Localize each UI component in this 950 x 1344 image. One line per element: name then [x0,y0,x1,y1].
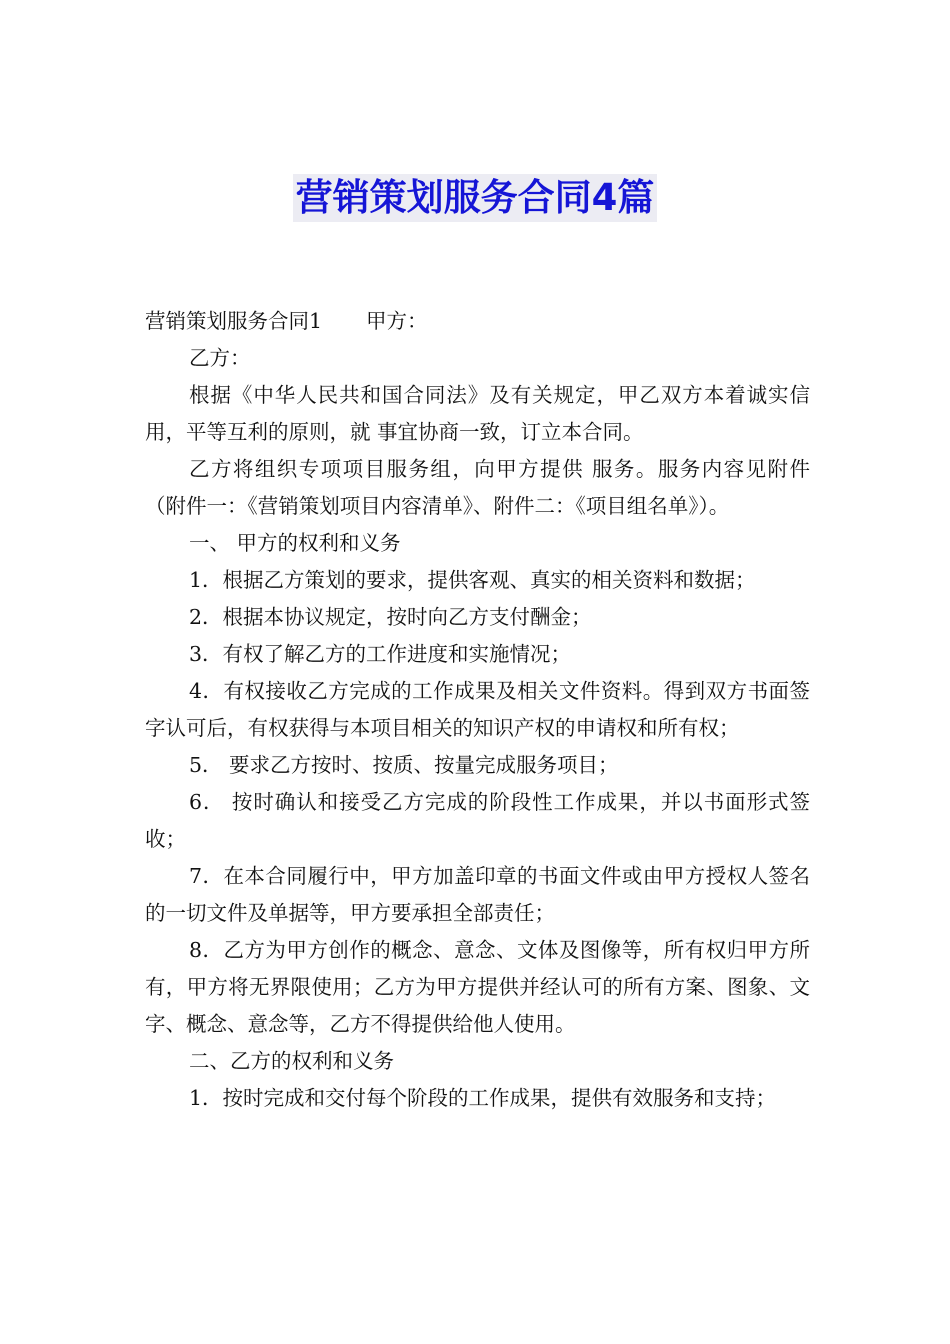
list-item: 8．乙方为甲方创作的概念、意念、文体及图像等，所有权归甲方所有，甲方将无界限使用；乙方为甲方提供并经认可的所有方案、图象、文字、概念、意念等，乙方不得提供给他人使用。 [145,938,810,1036]
paragraph-header [145,303,810,340]
section-heading: 二、乙方的权利和义务 [189,1049,394,1073]
list-item: 6． 按时确认和接受乙方完成的阶段性工作成果，并以书面形式签收； [145,790,810,851]
list-item: 1．根据乙方策划的要求，提供客观、真实的相关资料和数据； [189,568,756,592]
section-heading: 一、 甲方的权利和义务 [189,531,401,555]
list-item: 5． 要求乙方按时、按质、按量完成服务项目； [189,753,619,777]
list-item: 7．在本合同履行中，甲方加盖印章的书面文件或由甲方授权人签名的一切文件及单据等，甲方要承担全部责任； [145,864,810,925]
list-item: 2．根据本协议规定，按时向乙方支付酬金； [189,605,592,629]
list-item: 3．有权了解乙方的工作进度和实施情况； [189,642,572,666]
party-a-label: 甲方： [366,309,428,333]
paragraph: 根据《中华人民共和国合同法》及有关规定，甲乙双方本着诚实信用，平等互利的原则，就 事宜协商一致，订立本合同。 [145,383,810,444]
list-item: 4．有权接收乙方完成的工作成果及相关文件资料。得到双方书面签字认可后，有权获得与本项目相关的知识产权的申请权和所有权； [145,679,810,740]
document-body [145,303,810,1117]
document-title: 营销策划服务合同4篇 [293,174,658,222]
document-title-wrap [0,174,950,222]
paragraph: 乙方： [189,346,251,370]
paragraph: 乙方将组织专项项目服务组，向甲方提供 服务。服务内容见附件（附件一：《营销策划项目内容清单》、附件二：《项目组名单》）。 [145,457,810,518]
contract-heading: 营销策划服务合同1 [145,309,323,333]
list-item: 1．按时完成和交付每个阶段的工作成果，提供有效服务和支持； [189,1086,777,1110]
